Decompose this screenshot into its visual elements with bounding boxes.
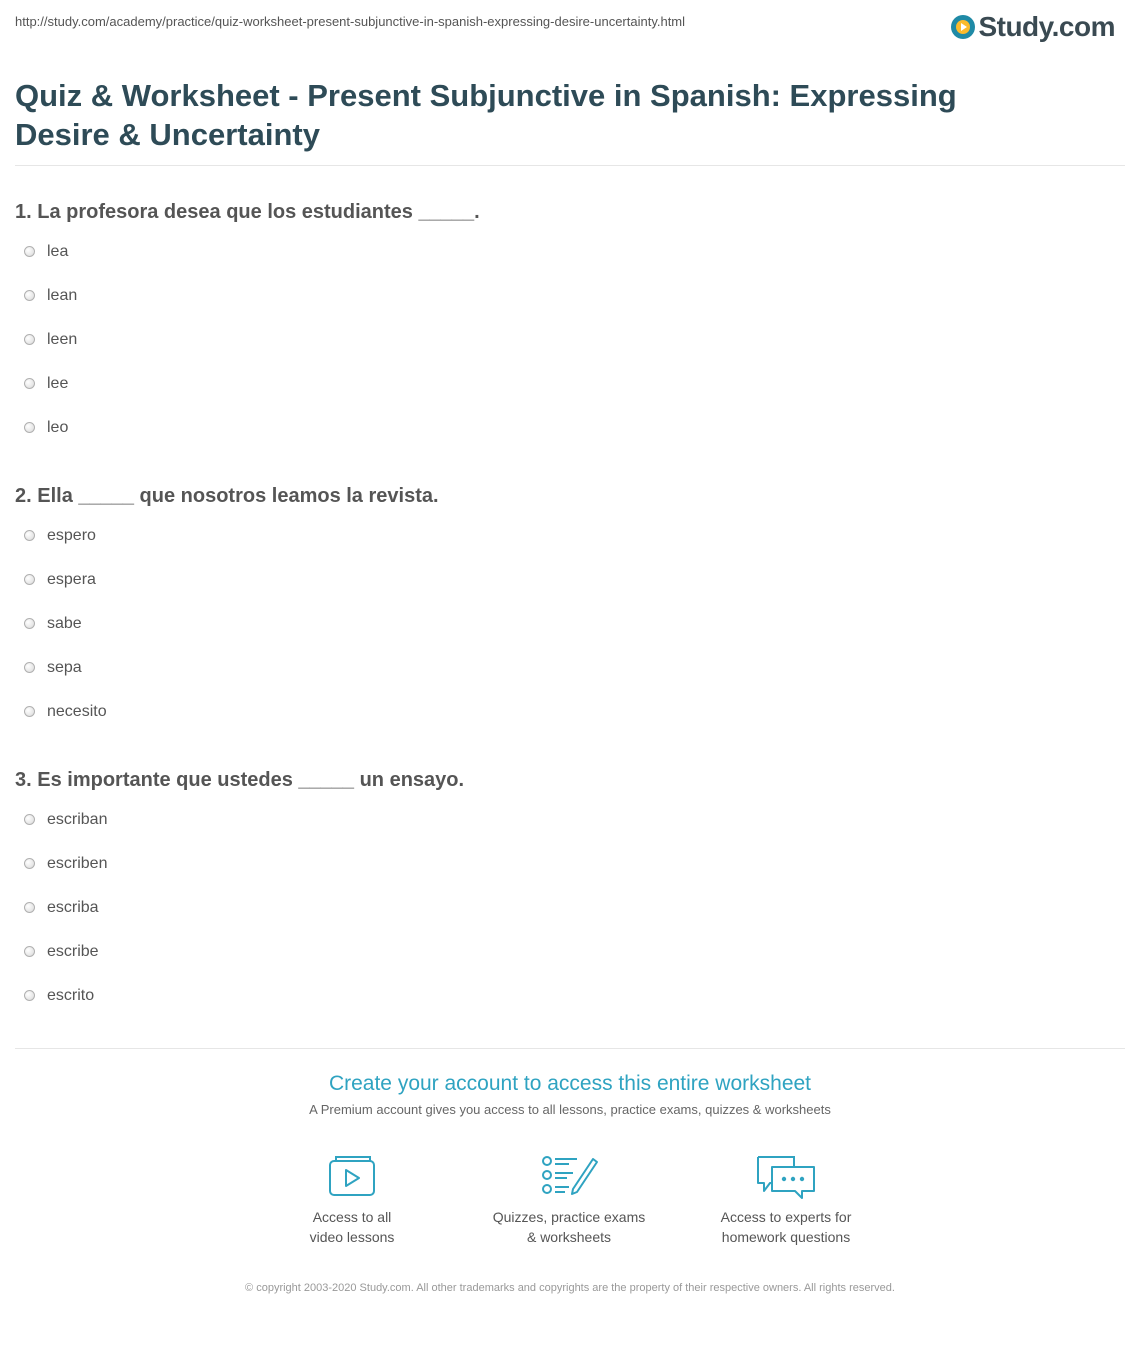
feature-label: [469, 1207, 669, 1247]
cta-title-link[interactable]: Create your account to access this entire worksheet: [328, 1072, 812, 1095]
answer-option[interactable]: [15, 615, 1115, 659]
title-divider: [15, 165, 1125, 166]
option-label: escrito: [47, 987, 95, 1004]
answer-options: [15, 527, 1115, 747]
feature-label: [252, 1207, 452, 1247]
answer-option[interactable]: [15, 855, 1115, 899]
option-label: necesito: [47, 703, 107, 720]
option-label: leen: [47, 331, 78, 348]
cta-divider: [15, 1048, 1125, 1049]
video-lesson-icon: [324, 1153, 380, 1199]
radio-button[interactable]: [24, 246, 35, 257]
answer-option[interactable]: [15, 243, 1115, 287]
option-label: lean: [47, 287, 78, 304]
question-3: [15, 768, 1115, 1031]
radio-button[interactable]: [24, 662, 35, 673]
radio-button[interactable]: [24, 946, 35, 957]
radio-button[interactable]: [24, 902, 35, 913]
option-label: leo: [47, 419, 69, 436]
question-text: 2. Ella _____ que nosotros leamos la revista.: [15, 485, 439, 507]
option-label: sepa: [47, 659, 82, 676]
feature-label-line2: homework questions: [721, 1229, 851, 1245]
option-label: lee: [47, 375, 69, 392]
feature-label-line2: video lessons: [309, 1229, 395, 1245]
radio-button[interactable]: [24, 530, 35, 541]
study-logo-icon: [951, 15, 975, 39]
feature-video-lessons: [252, 1153, 452, 1247]
feature-label-line2: & worksheets: [526, 1229, 612, 1245]
answer-option[interactable]: [15, 375, 1115, 419]
radio-button[interactable]: [24, 814, 35, 825]
answer-options: [15, 243, 1115, 463]
page-header: [15, 12, 1125, 52]
answer-option[interactable]: [15, 811, 1115, 855]
answer-option[interactable]: [15, 527, 1115, 571]
copyright-footer: © copyright 2003-2020 Study.com. All other trademarks and copyrights are the property of their respective owners. All rights reserved.: [245, 1282, 895, 1294]
question-1: [15, 200, 1115, 463]
chat-bubbles-icon: [754, 1153, 818, 1199]
page-title: Quiz & Worksheet - Present Subjunctive in Spanish: Expressing Desire & Uncertainty: [15, 78, 957, 152]
quiz-checklist-icon: [539, 1153, 599, 1199]
option-label: escriban: [47, 811, 108, 828]
option-label: sabe: [47, 615, 82, 632]
option-label: espero: [47, 527, 96, 544]
answer-option[interactable]: [15, 943, 1115, 987]
option-label: lea: [47, 243, 69, 260]
radio-button[interactable]: [24, 290, 35, 301]
radio-button[interactable]: [24, 574, 35, 585]
page-url: http://study.com/academy/practice/quiz-worksheet-present-subjunctive-in-spanish-expressing-desire-uncertainty.html: [15, 14, 686, 29]
answer-option[interactable]: [15, 331, 1115, 375]
feature-label-line1: Access to all: [312, 1209, 392, 1225]
feature-quizzes: [469, 1153, 669, 1247]
cta-subtitle: A Premium account gives you access to all lessons, practice exams, quizzes & worksheets: [309, 1102, 831, 1117]
answer-option[interactable]: [15, 899, 1115, 943]
feature-experts: [686, 1153, 886, 1247]
radio-button[interactable]: [24, 618, 35, 629]
feature-label-line1: Quizzes, practice exams: [492, 1209, 646, 1225]
answer-option[interactable]: [15, 703, 1115, 747]
premium-cta: [0, 1070, 1140, 1117]
radio-button[interactable]: [24, 858, 35, 869]
option-label: escriben: [47, 855, 108, 872]
answer-options: [15, 811, 1115, 1031]
answer-option[interactable]: [15, 287, 1115, 331]
radio-button[interactable]: [24, 422, 35, 433]
question-text: 3. Es importante que ustedes _____ un ensayo.: [15, 769, 465, 791]
option-label: espera: [47, 571, 96, 588]
answer-option[interactable]: [15, 659, 1115, 703]
radio-button[interactable]: [24, 334, 35, 345]
answer-option[interactable]: [15, 419, 1115, 463]
question-2: [15, 484, 1115, 747]
feature-label-line1: Access to experts for: [720, 1209, 852, 1225]
option-label: escriba: [47, 899, 99, 916]
radio-button[interactable]: [24, 378, 35, 389]
question-text: 1. La profesora desea que los estudiantes _____.: [15, 201, 480, 223]
option-label: escribe: [47, 943, 99, 960]
study-logo[interactable]: [951, 12, 1115, 42]
radio-button[interactable]: [24, 706, 35, 717]
feature-label: [686, 1207, 886, 1247]
answer-option[interactable]: [15, 987, 1115, 1031]
logo-text: Study.com: [978, 11, 1115, 42]
answer-option[interactable]: [15, 571, 1115, 615]
radio-button[interactable]: [24, 990, 35, 1001]
